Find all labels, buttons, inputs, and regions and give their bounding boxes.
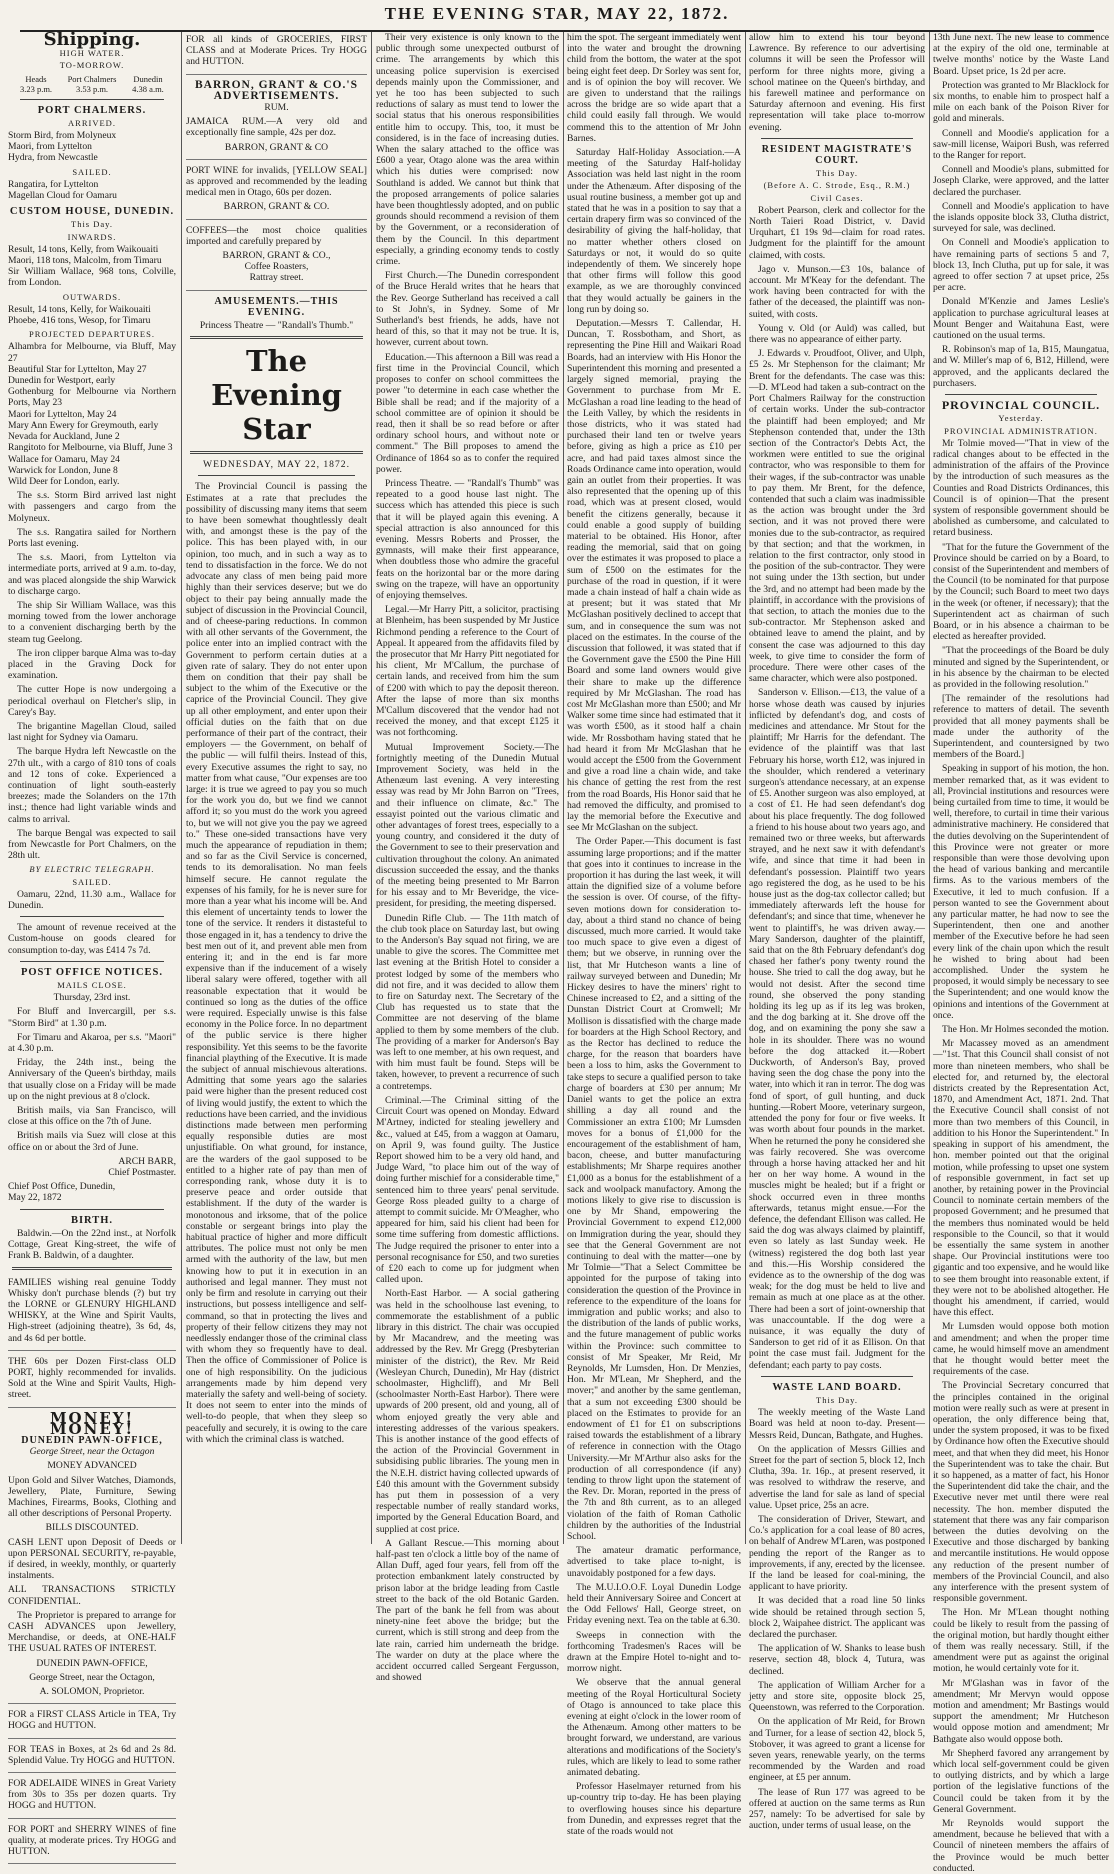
section-rule [761, 1376, 913, 1377]
council-paragraph: "That for the future the Government of the Province should be carried on by a Board, to consist of the Superintendent and members of the Council (to be nominated for that purpose by the Council; such Board to meet two days in the week (or oftener, if necessary); that the Superintendent act as chairman of such Board, or in his absence a chairman to be elected as hereafter provided. [933, 541, 1109, 643]
custom-house-heading: CUSTOM HOUSE, DUNEDIN. [9, 206, 175, 218]
advert-coffees [186, 223, 367, 291]
court-case: J. Edwards v. Proudfoot, Oliver, and Ulph, £5 2s. Mr Stephenson for the claimant; Mr Brent for the defendants. The case was this:—D. M'Leod had taken a sub-contract on the Port Chalmers Railway for the construction of certain works. Under the sub-contractor the plaintiff had been employed; and Mr Stephenson contended that, under the 13th section of the Contractor's Debts Act, the workmen were entitled to sue the original contractor, who was responsible to them for their wages, if the sub-contractor was unable to pay them. Mr Brent, for the defence, contended that such a claim was inadmissible as the action was brought under the 3rd section, and it was not proved there were monies due to the sub-contractor, as required by that section; and that the workmen, in relation to the first contractor, only stood in the position of the sub-contractor. They were not suing under the 13th section, but under the 3rd, and no attempt had been made by the plaintiff, in accordance with the provisions of that section, to attach the monies due to the sub-contractor. Mr Stephenson asked and obtained leave to amend the plaint, and by consent the case was adjourned to this day week, to give time to consider the form of procedure. There were other cases of the same character, which were also postponed. [749, 348, 925, 685]
amusements-heading: AMUSEMENTS.—THIS EVENING. [214, 295, 339, 318]
post-item: Thursday, 23rd inst. [53, 992, 131, 1004]
column-divider [929, 32, 930, 1544]
tide-place: Heads [25, 73, 47, 84]
pawn-confidential: ALL TRANSACTIONS STRICTLY CONFIDENTIAL. [8, 1584, 176, 1607]
news-paragraph: him the spot. The sergeant immediately went into the water and brought the drowning child from the bottom, the water at the spot being eight feet deep. Dr Sorley was sent for, and is of opinion the boy will recover. We are given to understand that the railings across the bridge are so wide apart that a child could easily fall through. We would commend this to the attention of Mr John Barnes. [567, 32, 741, 144]
council-paragraph: Speaking in support of his motion, the hon. member remarked that, as it was evident to all, Provincial institutions and resources were being curtailed from time to time, it would be well, therefore, to curtail in time their various administrative machinery. He considered that the duties devolving on the Superintendent of this Province were not greater or more responsible than were those devolving upon the head of various banking and mercantile firms. As to the various members of the Executive, it led to much confusion. If a person wanted to see the Government about any particular matter, he had now to see the Superintendent, then one and another member of the Executive before he had seen every link of the chain upon which the result he wished to bring about had been accomplished. Under the system he proposed, it would simply be necessary to see the Superintendent; and one would know the opinions and intentions of the Government at once. [933, 763, 1109, 1021]
post-item: Friday, the 24th inst., being the Anniversary of the Queen's birthday, mails that usually close on a Friday will be made up on the night previous at 8 o'clock. [8, 1057, 176, 1102]
tide-place: Dunedin [133, 73, 163, 84]
board-paragraph: The application of W. Shanks to lease bush reserve, section 48, block 4, Tutura, was declined. [749, 1643, 925, 1677]
money-heading: MONEY! MONEY! [49, 1408, 135, 1438]
advert-barron-grant [186, 78, 367, 160]
shipping-news-item: The s.s. Rangatira sailed for Northern Ports last evening. [8, 526, 176, 549]
dateline: WEDNESDAY, MAY 22, 1872. [203, 459, 350, 471]
advert-pawn-office [8, 1408, 176, 1705]
board-paragraph: R. Robinson's map of 1a, B15, Maungatua, and W. Miller's map of 6, B12, Hillend, were approved, and the applicants declared the purchasers. [933, 344, 1109, 389]
telegraph-sailed-label: SAILED. [72, 876, 112, 887]
pawn-sign: George Street, near the Octagon, [29, 1671, 155, 1683]
postmaster-signature: ARCH BARR, Chief Postmaster. [108, 1155, 176, 1179]
board-paragraph: The application of William Archer for a jetty and store site, opposite block 25, Queenstown, was referred to the Corporation. [749, 1679, 925, 1714]
court-case: Young v. Old (or Auld) was called, but there was no appearance of either party. [749, 322, 925, 346]
news-paragraph: allow him to extend his tour beyond Lawrence. By reference to our advertising columns it will be seen the Professor will perform for three nights more, giving a school matinee on the Queen's birthday, and his farewell matinee and performance on Saturday afternoon and evening. His first representation will take place to-morrow evening. [749, 32, 925, 133]
advert-text: FOR PORT and SHERRY WINES of fine quality, at moderate prices. Try HOGG and HUTTON. [8, 1823, 176, 1858]
shipping-heading: Shipping. [43, 29, 141, 50]
section-rule [20, 916, 164, 917]
civil-cases-heading: Civil Cases. [810, 192, 864, 203]
board-paragraph: Donald M'Kenzie and James Leslie's application to purchase agricultural leases at Mount Benger and Waitahuna East, were cautioned on the usual terms. [933, 296, 1109, 342]
coffee-sign: BARRON, GRANT & CO., Coffee Roasters, Rattray street. [222, 250, 331, 284]
column-divider [745, 32, 746, 1544]
column-court [749, 32, 925, 1832]
arrived-list: Storm Bird, from Molyneux Maori, from Lyttelton Hydra, from Newcastle [8, 130, 117, 164]
shipping-news-item: The iron clipper barque Alma was to-day placed in the Graving Dock for examination. [8, 647, 176, 682]
column-divider [563, 32, 564, 1544]
tide-time: 3.23 p.m. [19, 83, 53, 94]
council-paragraph: [The remainder of the resolutions had reference to matters of detail. The seventh provided that all money payments shall be made under the authority of the Superintendent, and countersigned by two members of the Board.] [933, 693, 1109, 761]
sailed-list: Rangatira, for Lyttelton Magellan Cloud for Oamaru [8, 178, 117, 202]
court-day: This Day. [816, 168, 858, 179]
tide-port-chalmers [64, 74, 120, 94]
tide-dunedin [120, 74, 176, 94]
advert-text: FAMILIES wishing real genuine Toddy Whisky don't purchase blends (?) but try the LORNE or GLENURY HIGHLAND WHISKY, at the Wine and Spirit Vaults, High-street (adjoining theatre), 3s 6d, 4s, and 4s 6d per bottle. [8, 1276, 176, 1344]
board-paragraph: On the application of Messrs Gillies and Street for the part of section 5, block 12, Inch Clutha, 39a. 1r. 16p., at present reserved, it was resolved to withdraw the reserve, and advertise the land for sale as land of special value. Upset price, 25s an acre. [749, 1443, 925, 1511]
section-rule [20, 1209, 164, 1210]
birth-heading: BIRTH. [70, 1214, 114, 1226]
shipping-news-item: The s.s. Maori, from Lyttelton via intermediate ports, arrived at 9 a.m. to-day, and was placed alongside the ship Warwick to discharge cargo. [8, 552, 176, 597]
tide-place: Port Chalmers [67, 73, 117, 84]
section-rule [20, 99, 164, 100]
section-rule [761, 138, 913, 139]
news-paragraph: Legal.—Mr Harry Pitt, a solicitor, practising at Blenheim, has been suspended by Mr Justice Richmond pending a reference to the Court of Appeal. It appeared from the affidavits filed by the prosecutor that Mr Harry Pitt negotiated for his client, Mr M'Callum, the purchase of certain lands, and received from him the sum of £200 with which to pay the deposit thereon. After the lapse of more than six months M'Callum discovered that the vendor had not received the money, and that except £125 it was not forthcoming. [376, 604, 559, 739]
news-paragraph: The M.U.I.O.O.F. Loyal Dunedin Lodge held their Anniversary Soiree and Concert at the Odd Fellows' Hall, George street, on Friday evening next. Tea on the table at 6.30. [567, 1581, 741, 1627]
shipping-news-item: The ship Sir William Wallace, was this morning towed from the lower anchorage to a convenient discharging berth by the steam tug Geelong. [8, 599, 176, 645]
column-local-news [376, 32, 559, 1684]
rum-text: JAMAICA RUM.—A very old and exceptionally fine sample, 42s per doz. [186, 116, 367, 139]
column-leader [186, 32, 367, 1544]
waste-land-board-heading: WASTE LAND BOARD. [772, 1381, 902, 1393]
port-wine-sign: BARRON, GRANT & CO. [223, 201, 330, 213]
pawn-money-advanced: MONEY ADVANCED [47, 1460, 137, 1472]
tide-time: 4.38 a.m. [132, 83, 164, 94]
arrived-label: ARRIVED. [68, 117, 116, 128]
news-paragraph: Sweeps in connection with the forthcoming Tradesmen's Races will be drawn at the Empire Hotel to-night and to-morrow night. [567, 1629, 741, 1675]
advert-whisky [8, 1275, 176, 1351]
high-water-heading: HIGH WATER. [59, 48, 125, 59]
advert-teas-boxes [8, 1742, 176, 1773]
news-paragraph: Saturday Half-Holiday Association.—A meeting of the Saturday Half-holiday Association was held last night in the room under the Athenæum. After disposing of the usual routine business, a member got up and stated that he was in a position to say that a certain drapery firm was so convinced of the desirability of giving the half-holiday, that no matter whether others closed on Saturdays or not, it would do so quite independently of them. We sincerely hope that other firms will follow this good example, as we are thoroughly convinced that they would actually be gainers in the long run by doing so. [567, 147, 741, 315]
section-rule [190, 336, 363, 339]
advert-old-port [8, 1354, 176, 1408]
advert-text: FOR ADELAIDE WINES in Great Variety from 30s to 35s per dozen quarts. Try HOGG and HUTTON. [8, 1778, 176, 1812]
post-item: For Timaru and Akaroa, per s.s. "Maori" at 4.30 p.m. [8, 1031, 176, 1055]
tomorrow-label: TO-MORROW. [59, 60, 125, 71]
pawn-text: Upon Gold and Silver Watches, Diamonds, Jewellery, Plate, Furniture, Sewing Machines, Firearms, Books, Clothing and all other descriptions of Personal Property. [8, 1474, 176, 1520]
council-paragraph: Mr M'Glashan was in favor of the amendment; Mr Mervyn would oppose motion and amendment; Mr Bastings would support the amendment; Mr Hutcheson would oppose motion and amendment; Mr Bathgate also would oppose both. [933, 1677, 1109, 1745]
news-paragraph: First Church.—The Dunedin correspondent of the Bruce Herald writes that he hears that the Rev. George Sutherland has received a call to St John's, in Sydney. Some of Mr Sutherland's best friends, he adds, have not heard of this, so that it may not be true. It is, however, current about town. [376, 270, 559, 349]
barron-grant-heading: BARRON, GRANT & CO.'S ADVERTISEMENTS. [195, 78, 358, 102]
port-chalmers-heading: PORT CHALMERS. [37, 104, 147, 116]
board-paragraph: 13th June next. The new lease to commence at the expiry of the old one, terminable at twelve months' notice by the Waste Land Board. Upset price, 1s 2d per acre. [933, 32, 1109, 77]
section-rule [190, 451, 363, 454]
section-rule [945, 394, 1097, 395]
column-divider [371, 32, 372, 1544]
page-header [0, 0, 1114, 26]
rum-heading: RUM. [264, 102, 289, 114]
council-subheading: PROVINCIAL ADMINISTRATION. [944, 425, 1098, 436]
newspaper-header-title: THE EVENING STAR, MAY 22, 1872. [384, 4, 730, 23]
board-paragraph: Connell and Moodie's plans, submitted for Joseph Clarke, were approved, and the latter declared the purchaser. [933, 164, 1109, 198]
birth-notice: Baldwin.—On the 22nd inst., at Norfolk Cottage, Great King-street, the wife of Frank B. Baldwin, of a daughter. [8, 1227, 176, 1262]
council-paragraph: Mr Tolmie moved—"That in view of the radical changes about to be effected in the administration of the affairs of the Province by the introduction of such measures as the Counties and Road Districts Ordinances, this Council is of opinion—That the present system of responsible government should be abolished as cumbersome, and calculated to retard business. [933, 437, 1109, 539]
this-day-label: This Day. [71, 219, 113, 230]
court-case: Robert Pearson, clerk and collector for the North Taieri Road District, v. David Urquhart, £1 19s 9d—claim for road rates. Judgment for the plaintiff for the amount claimed, with costs. [749, 204, 925, 261]
column-local-news-cont [567, 32, 741, 1838]
court-case: Sanderson v. Ellison.—£13, the value of a horse whose death was caused by injuries inflicted by defendant's dog, and costs of medicines and attendance. Mr Stout for the plaintiff; Mr Harris for the defendant. The evidence of the plaintiff was that last February his horse, worth £12, was injured in the shoulder, which rendered a veterinary surgeon's attendance necessary, at an expense of £5. Another surgeon was also employed, at a cost of £1. He had seen defendant's dog about his place frequently. The dog followed a friend to his house about two years ago, and remained two or three weeks, but afterwards strayed, and he next saw it with defendant's wife, and since that time it had been in defendant's possession. Plaintiff two years ago registered the dog, as he used to be his house just as the dog-tax collector called; but immediately afterwards left the house for defendant's; and since that time, whenever he went to plaintiff's, he was driven away.—Mary Sanderson, daughter of the plaintiff, said that on the 8th February defendant's dog chased her father's pony twenty round the house. She tried to call the dog away, but he would not desist. After the second time round, she observed the pony standing holding its leg up as if its leg was broken, and the dog barking at it. She drove off the dog, and on examining the pony she saw a hole in its shoulder. There was no wound before the dog attacked it.—Robert Duckworth, of Anderson's Bay, proved having seen the dog chase the pony into the water, into which it ran in terror. The dog was fond of sport, of gull hunting, and duck hunting.—Robert Moore, veterinary surgeon, attended the pony for four or five weeks. It was worth about four pounds in the market. When he returned the pony he considered she was fairly recovered. She was overcome through a horse having attacked her and hit her on her way home. A wound in the muscles might be healed; but if a fright or shock occurred even in three months afterwards, tetanus might ensue.—For the defence, the defendant Ellison was called. He said the dog was always claimed by plaintiff, even so lately as last Sunday week. He (witness) registered the dog both last year and this.—His Worship considered the evidence as to the ownership of the dog was weak; for the dog must be held to live and remain as much at one place as at the other. There had been a sort of joint-ownership that was unaccountable. If the dog were a nuisance, it was equally the duty of Sanderson to get rid of it as Ellison. On that point the case must fail. Judgment for the defendant; each party to pay costs. [749, 687, 925, 1371]
projected-label: PROJECTED DEPARTURES. [29, 329, 155, 340]
news-paragraph: Education.—This afternoon a Bill was read a first time in the Provincial Council, which proposes to confer on school committees the power "to determine in each case whether the Bible shall be read; and if the majority of a school committee are of opinion it should be read, then it shall be so read before or after ordinary school hours, and without note or comment." The Bill proposes to amend the Ordinance of 1864 so as to confer the required power. [376, 351, 559, 475]
board-paragraph: The lease of Run 177 was agreed to be offered at auction on the same terms as Run 257, namely: To be advertised for sale by auction, under terms of usual lease, on the [749, 1786, 925, 1832]
council-paragraph: Mr Macassey moved as an amendment—"1st. That this Council shall consist of not more than nineteen members, who shall be elected for, and returned by, the electoral districts created by the Representation Act, 1870, and Amendment Act, 1871. 2nd. That the Executive Council shall consist of not more than two members of this Council, in addition to his Honor the Superintendent." In speaking in support of his amendment, the hon. member pointed out that the original motion, while professing to upset one system of responsible government, in fact set up another, by retaining power in the Provincial Council to nominate certain members of the proposed Government; and he presumed that the members thus nominated would be held responsible to the Council, so that it would be essentially the same system in another shape. Our Provincial institutions were too gigantic and too expensive, and he would like to see them brought into reasonable extent, if they were not to be abolished altogether. He thought his amendment, if carried, would have this effect. [933, 1038, 1109, 1319]
council-paragraph: Mr Reynolds would support the amendment, because he believed that with a Council of nineteen members the affairs of the Province would be much better conducted. [933, 1818, 1109, 1874]
post-item: For Bluff and Invercargill, per s.s. "Storm Bird" at 1.30 p.m. [8, 1006, 176, 1029]
post-item: British mails, via San Francisco, will close at this office on the 7th of June. [8, 1105, 176, 1128]
post-office-date: Chief Post Office, Dunedin, May 22, 1872 [8, 1181, 116, 1204]
news-paragraph: Criminal.—The Criminal sitting of the Circuit Court was opened on Monday. Edward M'Artney, indicted for stealing jewellery and &c., valued at £45, from a waggon at Oamaru, on April 9, was found guilty. The Justice Report showed him to be a very old hand, and Judge Ward, "to place him out of the way of doing further mischief for a considerable time," sentenced him to three years' penal servitude. George Ross pleaded guilty to a charge of attempt to commit suicide. Mr O'Meagher, who appeared for him, said his client had been for some time suffering from domestic afflictions. The Judge required the prisoner to enter into a personal recognisance for £50, and two sureties of £20 each to come up for judgment when called upon. [376, 1094, 559, 1286]
shipping-news-item: The cutter Hope is now undergoing a periodical overhaul on Fletcher's slip, in Carey's Bay. [8, 684, 176, 718]
news-paragraph: The amateur dramatic performance, advertised to take place to-night, is unavoidably postponed for a few days. [567, 1545, 741, 1579]
advert-text: THE 60s per Dozen First-class OLD PORT, highly recommended for invalids. Sold at the Wine and Spirit Vaults, High-street. [8, 1355, 176, 1401]
mails-close-label: MAILS CLOSE. [57, 980, 127, 991]
shipping-news-item: The barque Hydra left Newcastle on the 27th ult., with a cargo of 810 tons of coals and 12 tons of coke. Experienced a continuation of light south-easterly breezes; made the Solanders on the 17th inst.; thence had light variable winds and calms to arrival. [8, 746, 176, 825]
pawn-cash: CASH LENT upon Deposit of Deeds or upon PERSONAL SECURITY, re-payable, if desired, in weekly, monthly, or quarterly instalments. [8, 1536, 176, 1582]
advert-port-sherry [8, 1822, 176, 1865]
advert-text: COFFEES—the most choice qualities imported and carefully prepared by [186, 224, 367, 247]
news-paragraph: Princess Theatre. — "Randall's Thumb" was repeated to a good house last night. The success which has attended this piece is such that it will be played again this evening. A special attraction is also announced for this evening. Messrs Roberts and Prosser, the gymnasts, will make their first appearance, when doubtless those who admire the graceful feats on the horizontal bar or the more daring swing on the trapeze, will have an opportunity of enjoying themselves. [376, 477, 559, 601]
leader-article: The Provincial Council is passing the Estimates at a rate that precludes the possibility of discussing many items that seem to have been somewhat thoughtlessly dealt with, and amongst these is the pay of the police. This has been played with, in our opinion, too much, and in such a way as to tend to dissatisfaction in the force. We do not advocate any class of men being paid more highly than their services deserve; but we do object to their pay being annually made the subject of discussion in the Provincial Council, and of cheese-paring reductions. In common with all other servants of the Government, the police enter into an implied contract with the Government to perform certain duties at a given rate of salary. They do not enter upon them on condition that their pay shall be subject to the whim of the Executive or the caprice of the Provincial Council. They give up all other employment, and enter upon their official duties on the faith that on due performance of their part of the contract, their employers — the Government, on behalf of the public — will fulfil theirs. Instead of this, every Executive assumes the right to say, no matter from what cause, "Our expenses are too large: it is true we agreed to pay you so much for the work you do, but we find we cannot afford it; so you must do the work you agreed to, but we will not give you the pay we agreed to." These one-sided transactions have very much the appearance of repudiation in them; and so far as the Civil Service is concerned, tends to its demoralisation. No man feels himself secure. He cannot regulate the expenses of his family, for he is never sure for more than a year what his income will be. And this element of uncertainty tends to lower the tone of the service. It renders it distasteful to those engaged in it, has a tendency to drive the best men out of it, and prevent able men from entering it; and in the end is far more expensive than if the inducement of a wisely liberal salary were offered, together with all reasonable expectation that it would be continued so long as the duties of the office were required. Especially unwise is this false economy in the Police force. In no department of the public service is there higher responsibility. Yet this seems to be the favorite financial plaything of the Executive. It is made the subject of annual mischievous alterations. Admitting that some years ago the salaries paid were higher than the present reduced cost of living would justify, the extent to which the reductions have been carried, and the invidious distinctions made between men performing equally responsible duties are most unjustifiable. On what ground, for instance, are the warders of the gaol supposed to be entitled to a higher rate of pay than men of corresponding rank, whose duty it is to preserve peace and order outside that establishment. If the duty of the warder is monotonous and irksome, that of the police constable or sergeant brings into play the habitual practice of higher and more difficult attributes. The police must not only be men armed with the authority of the law, but men knowing how to put it in execution in an authorised and legal manner. They must not only be firm and resolute in carrying out their instructions, but possess intelligence and self-command, so that in protecting the lives and property of their fellow citizens they may not needlessly endanger those of the criminal class with whom they so frequently have to deal. Then the office of Commissioner of Police is one of high responsibility. On the judicious arrangements made by him depend very materially the safety and well-being of society. It does not seem to enter into the minds of well-to-do people, that when they sleep so peacefully and securely, it is owing to the care with which the criminal class is watched. [186, 481, 367, 1445]
tide-table [8, 74, 176, 94]
advert-text: FOR TEAS in Boxes, at 2s 6d and 2s 8d. Splendid Value. Try HOGG and HUTTON. [8, 1743, 176, 1766]
advert-text: PORT WINE for invalids, [YELLOW SEAL] as approved and recommended by the leading medical men in Otago, 60s per dozen. [186, 164, 367, 199]
council-paragraph: Mr Lumsden would oppose both motion and amendment; and when the proper time came, he would himself move an amendment that he thought would better meet the requirements of the case. [933, 1321, 1109, 1378]
board-paragraph: The consideration of Driver, Stewart, and Co.'s application for a coal lease of 80 acres, on behalf of Andrew M'Laren, was postponed pending the report of the Ranger as to improvements, if any, erected by the licensee. If the land be leased for coal-mining, the applicant to have priority. [749, 1514, 925, 1593]
section-rule [12, 1267, 172, 1270]
board-paragraph: On Connell and Moodie's application to have remaining parts of sections 5 and 7, block 13, Inch Clutha, put up for sale, it was agreed to offer section 7 at upset price, 25s per acre. [933, 237, 1109, 294]
news-paragraph: Dunedin Rifle Club. — The 11th match of the club took place on Saturday last, but owing to the Anderson's Bay squad not firing, we are unable to give the scores. The Committee met last evening at the British Hotel to consider a protest lodged by some of the members who did not fire, and it was decided to allow them to fire on Saturday next. The Secretary of the Club has requested us to state that the Committee are not deserving of the blame applied to them by some members of the club. The providing of a marker for Anderson's Bay was left to one member, at his own request, and with him must fault be found. Steps will be taken, however, to prevent a recurrence of such a contretemps. [376, 912, 559, 1092]
board-paragraph: Protection was granted to Mr Blacklock for six months, to enable him to prospect half a mile on each bank of the Poison River for gold and minerals. [933, 79, 1109, 125]
section-rule [20, 961, 164, 962]
board-paragraph: On the application of Mr Reid, for Brown and Turner, for a lease of section 42, block 5, Stobover, it was agreed to grant a license for seven years, renewable yearly, on the terms recommended by the Warden and road engineer, at £5 per annum. [749, 1716, 925, 1784]
news-paragraph: Their very existence is only known to the public through some unexpected outburst of crime. The arrangements by which this unceasing police supervision is exercised depends mainly upon the Commissioner, and yet he too has been subjected to such reductions of salary as must tend to lower the social status that his onerous responsibilities entitle him to occupy. This, too, it must be considered, is in the face of increasing duties. When the salary attached to the office was £600 a year, Otago alone was the area within which his duties were comprised: now Southland is added. We cannot but think that the proposed arrangements of police salaries have been thoughtlessly adopted, and on public grounds should recommend a revision of them by the Government, or a reconsideration of them by the Council. In this department especially, a grinding economy tends to costly crime. [376, 32, 559, 268]
news-paragraph: Professor Haselmayer returned from his up-country trip to-day. He has been playing to overflowing houses since his departure from Dunedin, and expresses regret that the state of the roads would not [567, 1781, 741, 1838]
council-paragraph: The Hon. Mr M'Lean thought nothing could be likely to result from the passing of the original motion, but hardly thought either of them was really necessary. Still, if the amendment were put as against the original motion, he would certainly vote for it. [933, 1607, 1109, 1675]
tide-time: 3.53 p.m. [75, 83, 109, 94]
council-paragraph: The Provincial Secretary concurred that the principles contained in the original motion were really such as were at present in operation, the only difference being that, under the system proposed, it was to be fixed by Ordinance how often the Executive should meet, and that when they did meet, his Honor the Superintendent was to take the chair. But it so happened, as a matter of fact, his Honor the Superintendent did take the chair, and the Executive never met until there were real necessity. The hon. member disputed the statement that there was any fair comparison between the duties devolving on the Executive and those discharged by banking and mercantile institutions. He would oppose any reduction of the present number of members of the Provincial Council, and also any interference with the present system of responsible government. [933, 1380, 1109, 1605]
news-paragraph: The Order Paper.—This document is fast assuming large proportions; and if the matter that goes into it continues to increase in the proportion it has during the last week, it will attain the dignified size of a volume before the session is over. Of course, of the fifty-seven motions down for consideration to-day, about a third stand no chance of being discussed, much more carried. It would take too much space to give even a digest of them; but we observe, in running over the list, that Mr Hutcheson wants a line of railway surveyed between and Dunedin; Mr Hickey desires to have the miners' right to Chinese increased to £2, and a sitting of the Dunstan District Court at Cromwell; Mr Mollison is dissatisfied with the charge made for boarders at the High School Rectory, and as the Rector has declined to reduce the charge, for the reason that boarders have been a loss to him, asks the Government to take steps to secure a qualified person to take charge of boarders at £30 per annum; Mr Daniel wants to get the police an extra shilling a day all round and the Commissioner an extra £100; Mr Lumsden moves for a bonus of £1,000 for the encouragement of the establishment of ham, bacon, cheese, and butter manufacturing establishments; Mr Sharpe requires another £1,000 as a bonus for the establishment of a sack and woolpack manufactory. Among the motions likely to give rise to discussion is one by Mr Shand, empowering the Provincial Government to expend £12,000 on Immigration during the year, should they see that the General Government are not continuing to deal with the matter—one by Mr Tolmie—"That a Select Committee be appointed for the purpose of taking into consideration the question of the Province in reference to the expenditure of the loans for immigration and public works; and also to the distribution of the lands of public works, and the future management of public works within the Province: such committee to consist of Mr Speaker, Mr Reid, Mr Reynolds, Mr Lumsden, Hon. Dr Menzies, Hon. Mr M'Lean, Mr Shepherd, and the mover;" and another by the same gentleman, that a sum not exceeding £300 should be placed on the Estimates to provide for an endowment of £1 for £1 on subscriptions raised towards the establishment of a library of reference in connection with the Otago University.—Mr M'Arthur also asks for the production of all correspondence (if any) tending to throw light upon the statement of the Rev. Dr. Moran, reported in the press of the 7th and 8th current, as to an alleged violation of the faith of Roman Catholic children by the authorities of the Industrial School. [567, 836, 741, 1543]
pawn-sign: DUNEDIN PAWN-OFFICE, [36, 1657, 148, 1669]
pawn-bills: BILLS DISCOUNTED. [45, 1522, 139, 1534]
column-divider [181, 32, 182, 1544]
telegraph-heading: BY ELECTRIC TELEGRAPH. [29, 864, 155, 875]
council-paragraph: The Hon. Mr Holmes seconded the motion. [942, 1024, 1109, 1036]
council-paragraph: Mr Shepherd favored any arrangement by which local self-government could be given to outlying districts, and by which a large portion of the legislative functions of the Council could be taken from it by the General Government. [933, 1747, 1109, 1815]
news-paragraph: North-East Harbor. — A social gathering was held in the schoolhouse last evening, to commemorate the establishment of a public library in this district. The chair was occupied by Mr Macandrew, and the meeting was addressed by the Rev. Mr Gregg (Presbyterian minister of the district), the Rev. Mr Reid (Wesleyan Church, Dunedin), Mr Hay (district schoolmaster, Highcliff), and Mr Bell (schoolmaster North-East Harbor). There were upwards of 200 present, old and young, all of whom enjoyed greatly the very able and interesting addresses of the various speakers. This is another instance of the good effects of the action of the Provincial Government in subsidising public libraries. The young men in the N.E.H. district having collected upwards of £40 this amount with the Government subsidy has put them in possession of a very respectable number of really standard works, imported by the General Education Board, and supplied at cost price. [376, 1288, 559, 1535]
advert-text: FOR all kinds of GROCERIES, FIRST CLASS and at Moderate Prices. Try HOGG and HUTTON. [186, 34, 367, 68]
pawn-sign: A. SOLOMON, Proprietor. [39, 1686, 145, 1697]
pawn-address: George Street, near the Octagon [29, 1446, 155, 1458]
column-council [933, 32, 1109, 1874]
court-magistrate: (Before A. C. Strode, Esq., R.M.) [763, 180, 911, 191]
telegraph-text: Oamaru, 22nd, 11.30 a.m., Wallace for Dunedin. [8, 888, 176, 912]
pawn-office-heading: DUNEDIN PAWN-OFFICE, [21, 1434, 163, 1446]
advert-port-wine [186, 163, 367, 220]
shipping-news-item: The brigantine Magellan Cloud, sailed last night for Sydney via Oamaru. [8, 720, 176, 744]
amusements-text: Princess Theatre — "Randall's Thumb." [199, 320, 354, 332]
advert-tea [8, 1707, 176, 1738]
advert-text: FOR a FIRST CLASS Article in TEA, Try HOGG and HUTTON. [8, 1709, 176, 1732]
court-heading: RESIDENT MAGISTRATE'S COURT. [761, 143, 913, 167]
news-paragraph: Mutual Improvement Society.—The fortnightly meeting of the Dunedin Mutual Improvement Society, was held in the Athenæum last evening. A very interesting essay was read by Mr John Barron on "Trees, and their influence on climate, &c." The essayist pointed out the various climatic and other advantages of forest trees, especially to a young country, and considered it the duty of the Government to see to their preservation and cultivation throughout the colony. An animated discussion succeeded the essay, and the thanks of the meeting being presented to Mr Barron for his essay and to Mr Beveridge, the vice-president, for presiding, the meeting dispersed. [376, 741, 559, 910]
court-case: Jago v. Munson.—£3 10s, balance of account. Mr M'Keay for the defendant. The work having been contracted for with the father of the deceased, the plaintiff was non-suited, with costs. [749, 263, 925, 320]
sailed-label: SAILED. [72, 166, 112, 177]
outwards-list: Result, 14 tons, Kelly, for Waikouaiti Phoebe, 416 tons, Wesop, for Timaru [8, 303, 151, 327]
tide-heads [8, 74, 64, 94]
pawn-proprietor-note: The Proprietor is prepared to arrange for CASH ADVANCES upon Jewellery, Merchandise, or deeds, at ONE-HALF THE USUAL RATES OF INTEREST. [8, 1609, 176, 1655]
inwards-list: Result, 14 tons, Kelly, from Waikouaiti Maori, 118 tons, Malcolm, from Timaru Sir William Wallace, 968 tons, Colville, from London. [8, 243, 176, 289]
council-paragraph: "That the proceedings of the Board be duly minuted and signed by the Superintendent, or in his absence by the chairman to be elected as provided in the following resolution." [933, 645, 1109, 690]
rum-sign: BARRON, GRANT & CO [224, 141, 329, 153]
board-paragraph: It was decided that a road line 50 links wide should be retained through section 5, block 2, Waipahee district. The applicant was declared the purchaser. [749, 1595, 925, 1641]
news-paragraph: We observe that the annual general meeting of the Royal Horticultural Society of Otago is announced to take place this evening at eight o'clock in the lower room of the Athenæum. Among other matters to be brought forward, we understand, are various alterations and modifications of the Society's rules, which are likely to lead to some rather animated debating. [567, 1677, 741, 1779]
shipping-news-item: The barque Bengal was expected to sail from Newcastle for Port Chalmers, on the 28th ult. [8, 827, 176, 862]
board-paragraph: Connell and Moodie's application for a saw-mill license, Waipori Bush, was referred to the Ranger for report. [933, 127, 1109, 162]
council-day: Yesterday. [998, 413, 1044, 424]
customs-revenue-text: The amount of revenue received at the Custom-house on goods cleared for consumption to-day, was £414 7s 7d. [8, 922, 176, 956]
news-paragraph: Deputation.—Messrs T. Callendar, H. Duncan, T. Rossbotham, and Short, as representing the Pine Hill and Waikari Road Boards, had an interview with His Honor the Superintendent this morning and presented a largely signed memorial, praying the Government to purchase from Mr E. McGlashan a road line leading to the head of the Leith Valley, by which the residents in those districts, who it was stated had purchased their land ten or twelve years before, giving as high a price as £10 per acre, and had paid taxes almost since the Roads Ordinance came into operation, would gain an outlet from their properties. It was also represented that the opening up of this road, which was at present closed, would benefit the citizens generally, because it could enable a good supply of building material to be obtained. His Honor, after reading the memorial, said that on going over the estimates it was proposed to place a sum of £500 on the estimates for the purchase of the road in question, if it were made a chain instead of half a chain wide as at present; but it was stated that Mr McGlashan positively declined to accept that sum, and in consequence the sum was not placed on the estimates. In the course of the discussion that followed, it was stated that if the Government gave the £500 the Pine Hill Board and some land owners would give their share to make up the difference required by Mr McGlashan. The road has cost Mr McGlashan more than £500; and Mr Walker some time since had estimated that it was worth £500, as it stood half a chain wide. Mr Rossbotham having stated that he had heard it from Mr McGlashan that he would accept the £500 from the Government and give a road line a chain wide, and take his chance of getting the rest from the rest from the road Boards, His Honor said that he had removed the difficulty, and promised to lay the memorial before the Executive and see Mr McGlashan on the subject. [567, 318, 741, 834]
outwards-label: OUTWARDS. [62, 291, 122, 302]
masthead-title: The Evening Star [211, 344, 342, 447]
section-rule [198, 475, 355, 476]
advert-adelaide-wines [8, 1776, 176, 1819]
projected-list: Alhambra for Melbourne, via Bluff, May 27 Beautiful Star for Lyttelton, May 27 Dunedin for Westport, early Gothenburg for Melbourne via Northern Ports, May 23 Maori for Lyttelton, May 24 Mary Ann Ewery for Greymouth, early Nevada for Auckland, June 2 Rangitoto for Melbourne, via Bluff, June 3 Wallace for Oamaru, May 24 Warwick for London, June 8 Wild Deer for London, early. [8, 341, 176, 487]
news-paragraph: A Gallant Rescue.—This morning about half-past ten o'clock a little boy of the name of Allan Duff, aged four years, fell from off the protection embankment lately constructed by prison labor at the bridge leading from Castle street to the back of the old Botanic Garden. The part of the bank he fell from was about ninety-nine feet above the bridge; but the current, which is still strong and deep from the late rain, carried him underneath the bridge. The warder on duty at the place where the accident occurred called Sergeant Fergusson, and showed [376, 1537, 559, 1684]
post-item: British mails via Suez will close at this office on or about the 3rd of June. [8, 1130, 176, 1153]
board-paragraph: The weekly meeting of the Waste Land Board was held at noon to-day. Present—Messrs Reid, Duncan, Bathgate, and Hughes. [749, 1407, 925, 1441]
provincial-council-heading: PROVINCIAL COUNCIL. [941, 398, 1101, 413]
board-paragraph: Connell and Moodie's application to have the islands opposite block 33, Clutha district, surveyed for sale, was declined. [933, 200, 1109, 235]
waste-land-day: This Day. [816, 1394, 858, 1405]
inwards-label: INWARDS. [67, 231, 117, 242]
advert-groceries [186, 32, 367, 75]
shipping-news-item: The s.s. Storm Bird arrived last night with passengers and cargo from the Molyneux. [8, 490, 176, 524]
column-shipping [8, 29, 176, 1858]
post-office-heading: POST OFFICE NOTICES. [20, 966, 164, 978]
